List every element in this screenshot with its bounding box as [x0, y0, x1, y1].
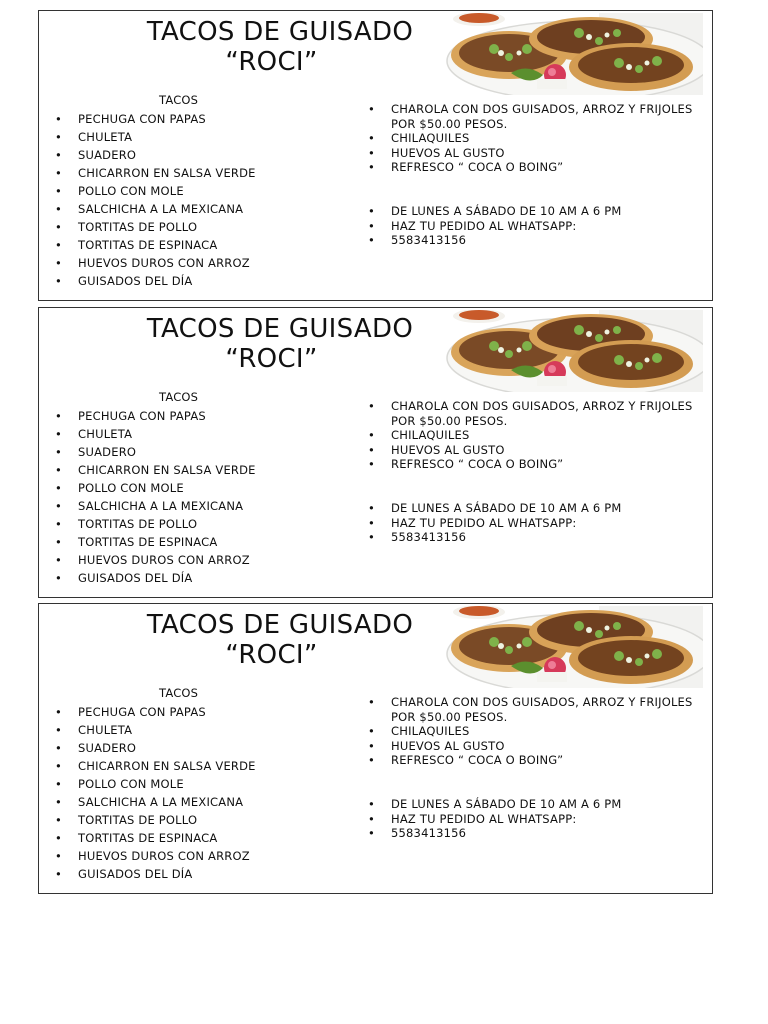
info-item: • DE LUNES A SÁBADO DE 10 AM A 6 PM [368, 204, 711, 219]
tacos-heading: TACOS [159, 93, 199, 107]
taco-item: • GUISADOS DEL DÍA [55, 569, 256, 587]
extra-item: • HUEVOS AL GUSTO [368, 443, 711, 458]
taco-item: • SUADERO [55, 146, 256, 164]
taco-item: • GUISADOS DEL DÍA [55, 865, 256, 883]
extra-item: • CHILAQUILES [368, 131, 711, 146]
info-item: • 5583413156 [368, 233, 711, 248]
info-item: • 5583413156 [368, 826, 711, 841]
extra-item: • CHAROLA CON DOS GUISADOS, ARROZ Y FRIJOLES POR $50.00 PESOS. [368, 399, 711, 428]
extra-item: • CHAROLA CON DOS GUISADOS, ARROZ Y FRIJOLES POR $50.00 PESOS. [368, 695, 711, 724]
flyer-card [38, 10, 713, 301]
extra-item: • HUEVOS AL GUSTO [368, 739, 711, 754]
info-item: • HAZ TU PEDIDO AL WHATSAPP: [368, 812, 711, 827]
extra-item: • CHAROLA CON DOS GUISADOS, ARROZ Y FRIJOLES POR $50.00 PESOS. [368, 102, 711, 131]
info-list [368, 204, 711, 248]
taco-item: • SALCHICHA A LA MEXICANA [55, 793, 256, 811]
taco-item: • TORTITAS DE POLLO [55, 811, 256, 829]
taco-item: • HUEVOS DUROS CON ARROZ [55, 847, 256, 865]
taco-item: • SALCHICHA A LA MEXICANA [55, 200, 256, 218]
extra-item: • REFRESCO “ COCA O BOING” [368, 457, 711, 472]
flyer-card [38, 307, 713, 598]
taco-item: • TORTITAS DE POLLO [55, 218, 256, 236]
taco-item: • POLLO CON MOLE [55, 182, 256, 200]
taco-item: • CHULETA [55, 128, 256, 146]
flyer-title: TACOS DE GUISADO [146, 17, 414, 47]
info-item: • DE LUNES A SÁBADO DE 10 AM A 6 PM [368, 797, 711, 812]
extra-item: • REFRESCO “ COCA O BOING” [368, 753, 711, 768]
tacos-photo [439, 310, 703, 392]
info-list [368, 797, 711, 841]
info-list [368, 501, 711, 545]
info-item: • HAZ TU PEDIDO AL WHATSAPP: [368, 516, 711, 531]
flyer-subtitle: “ROCI” [225, 344, 318, 374]
info-item: • 5583413156 [368, 530, 711, 545]
flyer-title: TACOS DE GUISADO [146, 314, 414, 344]
taco-item: • CHICARRON EN SALSA VERDE [55, 757, 256, 775]
tacos-list [55, 110, 256, 290]
taco-item: • POLLO CON MOLE [55, 479, 256, 497]
taco-item: • CHULETA [55, 721, 256, 739]
extra-item: • CHILAQUILES [368, 724, 711, 739]
taco-item: • SUADERO [55, 739, 256, 757]
taco-item: • PECHUGA CON PAPAS [55, 110, 256, 128]
taco-item: • TORTITAS DE ESPINACA [55, 236, 256, 254]
extra-item: • REFRESCO “ COCA O BOING” [368, 160, 711, 175]
flyer-subtitle: “ROCI” [225, 47, 318, 77]
taco-item: • TORTITAS DE POLLO [55, 515, 256, 533]
flyer-subtitle: “ROCI” [225, 640, 318, 670]
tacos-heading: TACOS [159, 686, 199, 700]
taco-item: • SUADERO [55, 443, 256, 461]
taco-item: • SALCHICHA A LA MEXICANA [55, 497, 256, 515]
taco-item: • GUISADOS DEL DÍA [55, 272, 256, 290]
extra-item: • HUEVOS AL GUSTO [368, 146, 711, 161]
tacos-heading: TACOS [159, 390, 199, 404]
taco-item: • HUEVOS DUROS CON ARROZ [55, 254, 256, 272]
taco-item: • POLLO CON MOLE [55, 775, 256, 793]
taco-item: • CHICARRON EN SALSA VERDE [55, 461, 256, 479]
extra-item: • CHILAQUILES [368, 428, 711, 443]
taco-item: • HUEVOS DUROS CON ARROZ [55, 551, 256, 569]
taco-item: • CHICARRON EN SALSA VERDE [55, 164, 256, 182]
info-item: • DE LUNES A SÁBADO DE 10 AM A 6 PM [368, 501, 711, 516]
tacos-photo [439, 606, 703, 688]
taco-item: • PECHUGA CON PAPAS [55, 703, 256, 721]
info-item: • HAZ TU PEDIDO AL WHATSAPP: [368, 219, 711, 234]
tacos-list [55, 703, 256, 883]
flyer-card [38, 603, 713, 894]
tacos-list [55, 407, 256, 587]
extras-list [368, 695, 711, 768]
taco-item: • TORTITAS DE ESPINACA [55, 533, 256, 551]
extras-list [368, 399, 711, 472]
flyer-title: TACOS DE GUISADO [146, 610, 414, 640]
taco-item: • TORTITAS DE ESPINACA [55, 829, 256, 847]
extras-list [368, 102, 711, 175]
taco-item: • PECHUGA CON PAPAS [55, 407, 256, 425]
taco-item: • CHULETA [55, 425, 256, 443]
tacos-photo [439, 13, 703, 95]
